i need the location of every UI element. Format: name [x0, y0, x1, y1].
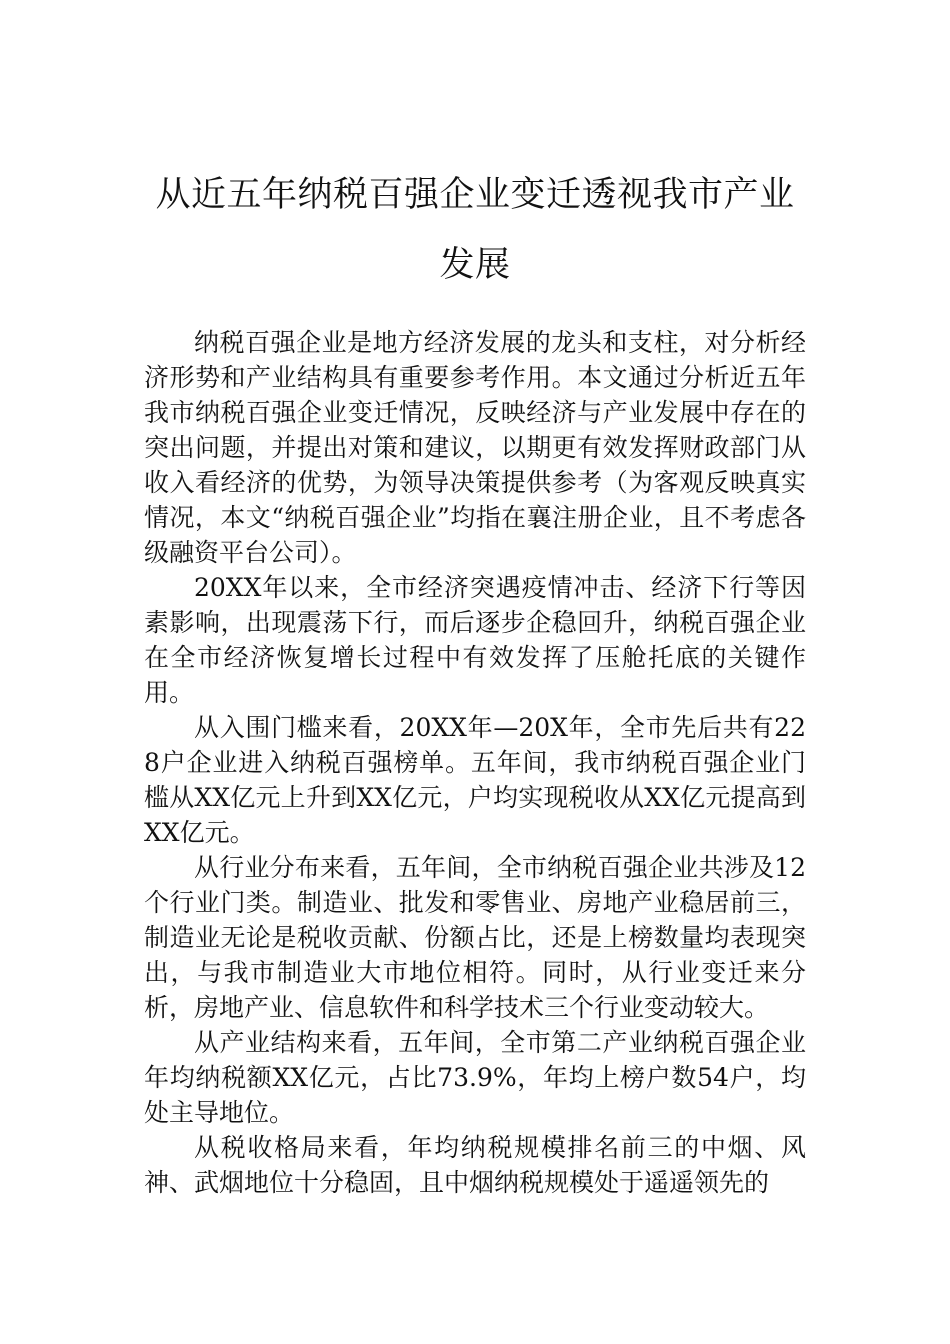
- paragraph-structure: 从产业结构来看，五年间，全市第二产业纳税百强企业年均纳税额XX亿元，占比73.9%，年均上榜户数54户，均处主导地位。: [144, 1028, 806, 1127]
- document-body: [144, 325, 806, 1200]
- paragraph-overview: 20XX年以来，全市经济突遇疫情冲击、经济下行等因素影响，出现震荡下行，而后逐步企稳回升，纳税百强企业在全市经济恢复增长过程中有效发挥了压舱托底的关键作用。: [144, 573, 806, 707]
- document-title: 从近五年纳税百强企业变迁透视我市产业发展: [155, 175, 795, 285]
- paragraph-tax-pattern: 从税收格局来看，年均纳税规模排名前三的中烟、风神、武烟地位十分稳固，且中烟纳税规模处于遥遥领先的: [144, 1133, 806, 1197]
- paragraph-threshold: 从入围门槛来看，20XX年—20X年，全市先后共有228户企业进入纳税百强榜单。五年间，我市纳税百强企业门槛从XX亿元上升到XX亿元，户均实现税收从XX亿元提高到XX亿元。: [144, 713, 806, 847]
- paragraph-industry: 从行业分布来看，五年间，全市纳税百强企业共涉及12个行业门类。制造业、批发和零售业、房地产业稳居前三，制造业无论是税收贡献、份额占比，还是上榜数量均表现突出，与我市制造业大市地位相符。同时，从行业变迁来分析，房地产业、信息软件和科学技术三个行业变动较大。: [144, 853, 806, 1022]
- paragraph-intro: 纳税百强企业是地方经济发展的龙头和支柱，对分析经济形势和产业结构具有重要参考作用。本文通过分析近五年我市纳税百强企业变迁情况，反映经济与产业发展中存在的突出问题，并提出对策和建议，以期更有效发挥财政部门从收入看经济的优势，为领导决策提供参考（为客观反映真实情况，本文“纳税百强企业”均指在襄注册企业，且不考虑各级融资平台公司）。: [144, 328, 806, 567]
